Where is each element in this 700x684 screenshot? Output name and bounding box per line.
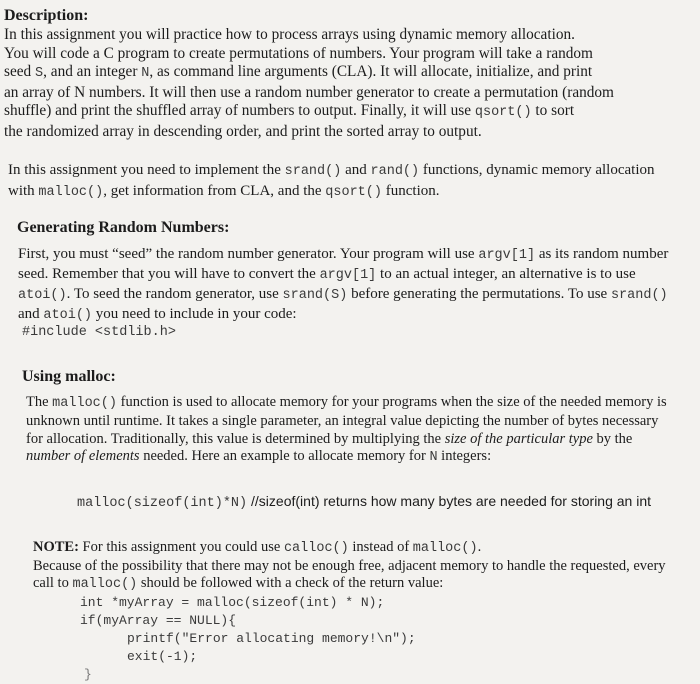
malloc-text: needed. Here an example to allocate memory for xyxy=(139,448,430,465)
malloc-text: The xyxy=(26,394,53,410)
note-text: . xyxy=(477,539,482,555)
note-text: Because of the possibility that there may not be enough free, adjacent memory to handle the requested, every call to xyxy=(33,557,666,591)
malloc-text: function is used to allocate memory for your programs when the size of the needed memory is unknown until runtime. It takes a single parameter, an integral value depicting the number of bytes necessary for allocation. Traditionally, this value is determined by multiplying the xyxy=(26,394,667,447)
desc-text: seed xyxy=(4,63,36,81)
srand-code: srand() xyxy=(610,288,668,303)
req-text: function. xyxy=(382,182,440,199)
srand-code: srand() xyxy=(284,164,342,179)
note-label: NOTE: xyxy=(33,539,79,555)
n-var: N xyxy=(429,450,438,466)
desc-line: You will code a C program to create permutations of numbers. Your program will take a random xyxy=(4,44,593,62)
include-directive: #include <stdlib.h> xyxy=(22,325,176,340)
malloc-code: malloc() xyxy=(52,396,117,411)
gen-text: as its random number seed. Remember that you will have to convert the xyxy=(18,246,669,282)
qsort-code: qsort() xyxy=(325,184,382,200)
malloc-code: malloc() xyxy=(38,184,104,200)
desc-text: , as command line arguments (CLA). It will allocate, initialize, and print xyxy=(149,63,593,81)
code-line: } xyxy=(84,667,92,682)
code-line: exit(-1); xyxy=(127,649,198,664)
srand-code: srand(S) xyxy=(282,288,348,303)
malloc-paragraph xyxy=(26,394,672,467)
description-paragraph xyxy=(4,26,686,142)
desc-line: the randomized array in descending order, and print the sorted array to output. xyxy=(4,122,482,140)
gen-text: First, you must “seed” the random number generator. Your program will use xyxy=(18,246,479,262)
calloc-code: calloc() xyxy=(283,541,349,556)
note-text: For this assignment you could use xyxy=(78,539,284,555)
atoi-code: atoi() xyxy=(43,308,93,323)
code-line: int *myArray = malloc(sizeof(int) * N); xyxy=(80,595,385,610)
req-text: In this assignment you need to implement the xyxy=(8,162,285,178)
generating-heading: Generating Random Numbers: xyxy=(17,219,230,236)
gen-text: and xyxy=(18,306,44,322)
malloc-code: malloc() xyxy=(412,541,478,556)
malloc-text: by the xyxy=(592,430,633,447)
code-line: printf("Error allocating memory!\n"); xyxy=(127,631,416,646)
emphasis-elements: number of elements xyxy=(26,448,140,465)
code-snippet xyxy=(80,594,416,684)
description-heading: Description: xyxy=(4,7,89,24)
malloc-example xyxy=(77,492,677,513)
argv-code: argv[1] xyxy=(319,268,377,283)
generating-paragraph xyxy=(18,245,672,325)
req-text: and xyxy=(341,162,371,178)
rand-code: rand() xyxy=(370,164,420,179)
qsort-code: qsort() xyxy=(474,105,532,121)
assignment-requirements xyxy=(8,161,668,202)
n-var: N xyxy=(141,66,150,82)
note-block xyxy=(33,539,673,594)
example-comment: //sizeof(int) returns how many bytes are needed for storing an int xyxy=(247,493,652,509)
desc-text: shuffle) and print the shuffled array of numbers to output. Finally, it will use xyxy=(4,102,475,120)
gen-text: to an actual integer, an alternative is to use xyxy=(376,266,636,282)
example-code: malloc(sizeof(int)*N) xyxy=(77,496,248,511)
note-text: should be followed with a check of the return value: xyxy=(137,575,444,591)
gen-text: you need to include in your code: xyxy=(92,306,297,322)
atoi-code: atoi() xyxy=(18,288,67,303)
desc-line: In this assignment you will practice how to process arrays using dynamic memory allocation. xyxy=(4,26,575,43)
code-line: if(myArray == NULL){ xyxy=(80,613,237,628)
note-text: instead of xyxy=(348,539,413,555)
desc-text: to sort xyxy=(531,102,575,120)
desc-line: an array of N numbers. It will then use a random number generator to create a permutation (random xyxy=(4,83,614,101)
malloc-code: malloc() xyxy=(72,577,138,592)
seed-var: S xyxy=(35,66,44,82)
gen-text: . To seed the random generator, use xyxy=(66,286,283,302)
malloc-text: integers: xyxy=(437,448,492,465)
req-text: functions, dynamic memory allocation with xyxy=(8,162,655,199)
gen-text: before generating the permutations. To use xyxy=(347,286,611,302)
desc-text: , and an integer xyxy=(43,63,142,81)
malloc-heading: Using malloc: xyxy=(22,368,116,385)
argv-code: argv[1] xyxy=(478,248,536,263)
emphasis-size: size of the particular type xyxy=(444,430,593,447)
req-text: , get information from CLA, and the xyxy=(103,182,326,199)
